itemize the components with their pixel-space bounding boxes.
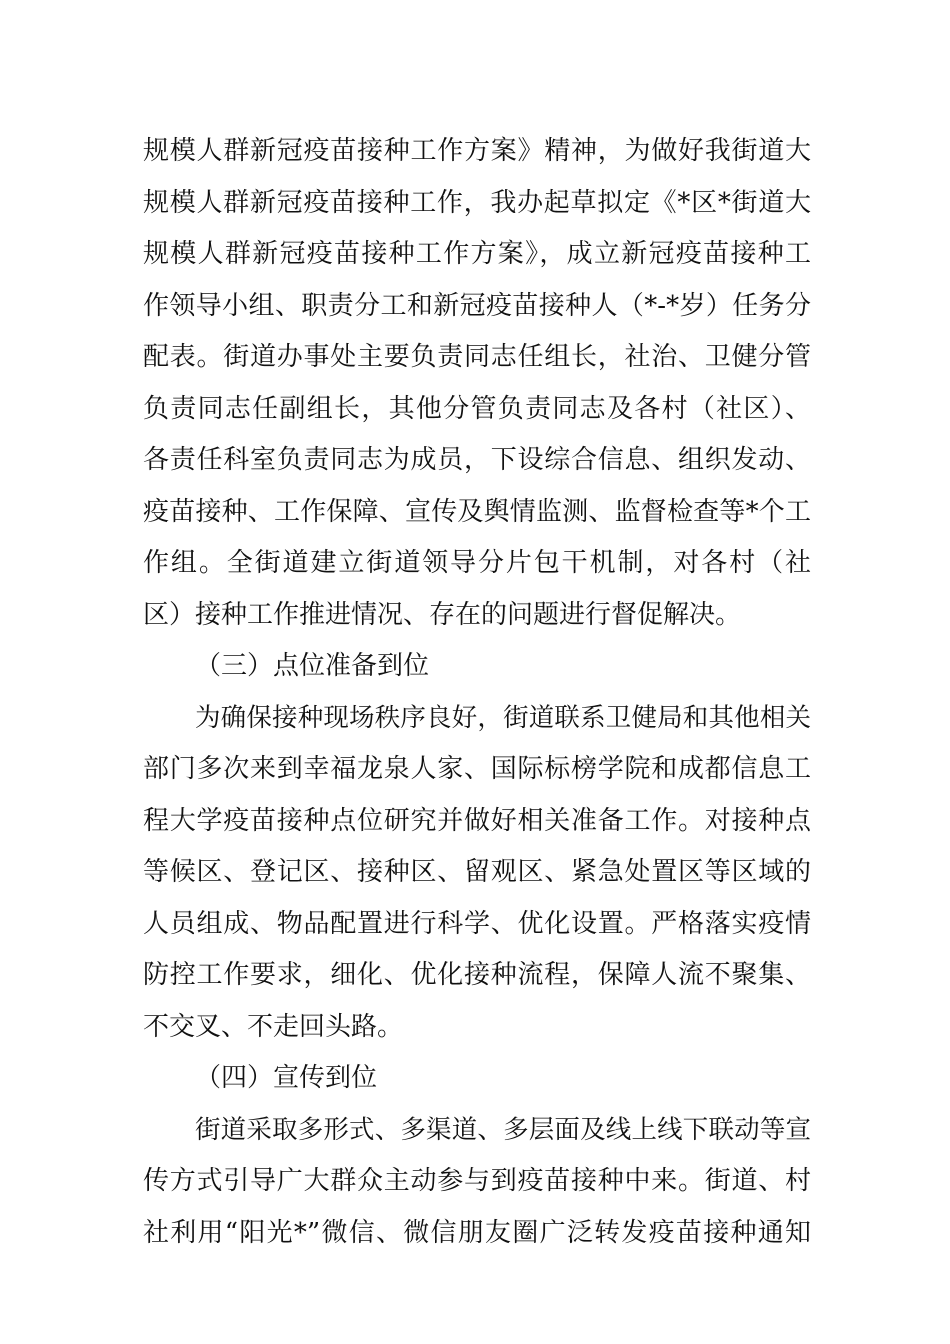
text-line: 防控工作要求，细化、优化接种流程，保障人流不聚集、 (143, 960, 811, 990)
text-line: 不交叉、不走回头路。 (143, 1011, 404, 1042)
text-line: 区）接种工作推进情况、存在的问题进行督促解决。 (143, 599, 742, 630)
text-line: 规模人群新冠疫苗接种工作方案》精神，为做好我街道大 (143, 136, 811, 166)
body-text (143, 126, 811, 1259)
text-line: 部门多次来到幸福龙泉人家、国际标榜学院和成都信息工 (143, 754, 811, 784)
text-line: 规模人群新冠疫苗接种工作方案》，成立新冠疫苗接种工 (143, 239, 811, 269)
section-heading: （四）宣传到位 (195, 1063, 378, 1093)
text-line: 等候区、登记区、接种区、留观区、紧急处置区等区域的 (143, 857, 811, 887)
text-line: 街道采取多形式、多渠道、多层面及线上线下联动等宣 (195, 1114, 811, 1145)
text-line: 作组。全街道建立街道领导分片包干机制，对各村（社 (143, 548, 811, 578)
text-line: 程大学疫苗接种点位研究并做好相关准备工作。对接种点 (143, 805, 811, 836)
text-line: 社利用“阳光*”微信、微信朋友圈广泛转发疫苗接种通知 (143, 1217, 811, 1248)
text-line: 各责任科室负责同志为成员，下设综合信息、组织发动、 (143, 445, 811, 475)
text-line: 传方式引导广大群众主动参与到疫苗接种中来。街道、村 (143, 1166, 811, 1196)
text-line: 规模人群新冠疫苗接种工作，我办起草拟定《*区*街道大 (143, 187, 811, 218)
section-heading: （三）点位准备到位 (195, 651, 430, 681)
text-line: 疫苗接种、工作保障、宣传及舆情监测、监督检查等*个工 (143, 496, 811, 527)
text-line: 为确保接种现场秩序良好，街道联系卫健局和其他相关 (195, 702, 811, 733)
text-line: 人员组成、物品配置进行科学、优化设置。严格落实疫情 (143, 908, 811, 939)
text-line: 作领导小组、职责分工和新冠疫苗接种人（*-*岁）任务分 (143, 290, 811, 321)
text-line: 负责同志任副组长，其他分管负责同志及各村（社区）、 (143, 393, 811, 424)
text-line: 配表。街道办事处主要负责同志任组长，社治、卫健分管 (143, 342, 811, 372)
